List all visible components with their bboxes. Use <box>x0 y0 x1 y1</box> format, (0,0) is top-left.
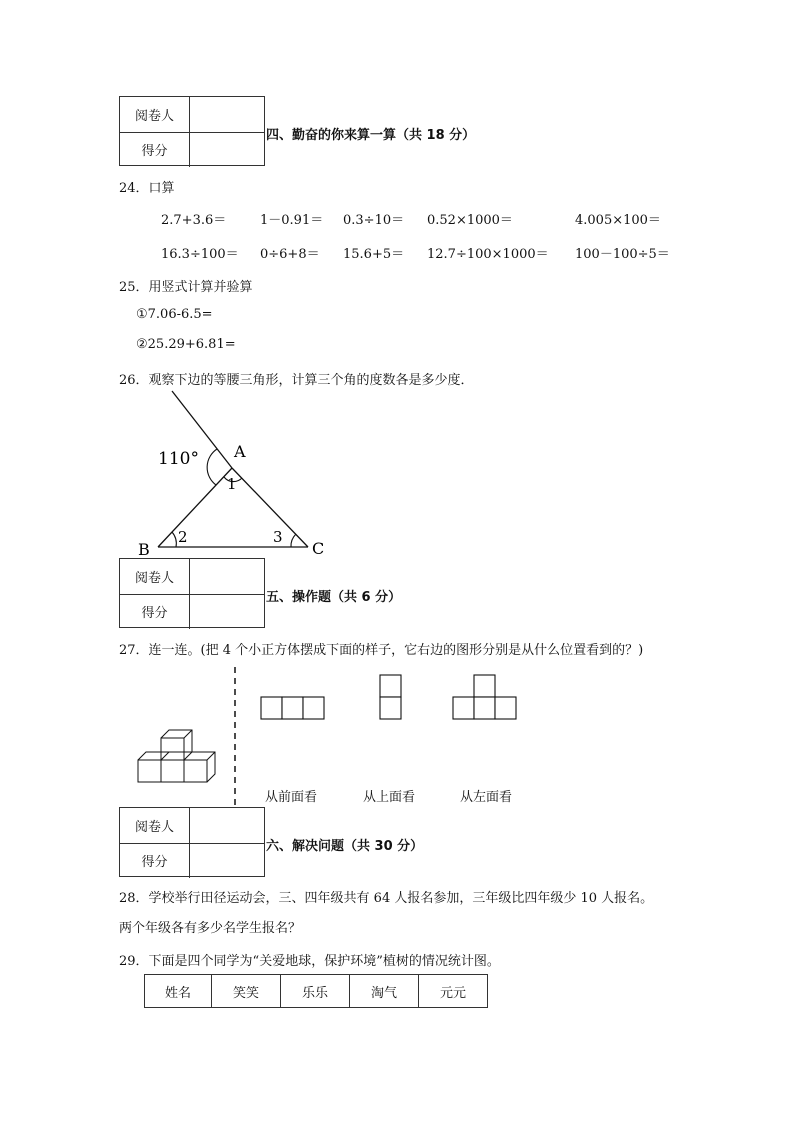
vertex-a-label: A <box>234 442 246 461</box>
side-ac <box>232 468 308 547</box>
grader-box-section4 <box>119 96 265 166</box>
grader-box-section6 <box>119 807 265 877</box>
oral-r2-2: 0÷6+8＝ <box>260 247 320 262</box>
vertex-c-label: C <box>312 539 325 558</box>
section5-title: 五、操作题（共 6 分） <box>266 590 402 605</box>
view-t-shape <box>453 675 516 719</box>
view-label-left: 从左面看 <box>460 790 513 805</box>
angle1-label: 1 <box>227 475 237 493</box>
oral-r2-3: 15.6+5＝ <box>343 247 405 262</box>
table-header-cell: 乐乐 <box>281 975 350 1008</box>
cube <box>161 760 184 782</box>
table-header-cell: 元元 <box>419 975 488 1008</box>
table-header-cell: 笑笑 <box>212 975 281 1008</box>
angle3-arc <box>291 534 296 547</box>
cube <box>138 760 161 782</box>
score-label: 得分 <box>120 132 190 167</box>
view-label-top: 从上面看 <box>363 790 416 805</box>
grader-box-section5 <box>119 558 265 628</box>
angle2-label: 2 <box>178 528 188 546</box>
cube <box>184 760 207 782</box>
oral-r1-4: 0.52×1000＝ <box>427 213 513 228</box>
reviewer-label: 阅卷人 <box>120 559 190 594</box>
score-label: 得分 <box>120 594 190 629</box>
q24-title: 24．口算 <box>119 181 175 196</box>
q26-title: 26．观察下边的等腰三角形，计算三个角的度数各是多少度． <box>119 373 474 388</box>
name-table <box>144 974 488 1008</box>
view-row-of-three <box>261 697 324 719</box>
oral-r1-1: 2.7+3.6＝ <box>161 213 227 228</box>
angle3-label: 3 <box>273 528 283 546</box>
q28-line1: 28．学校举行田径运动会，三、四年级共有 64 人报名参加，三年级比四年级少 10 人报名。 <box>119 891 654 906</box>
q27-title: 27．连一连。(把 4 个小正方体摆成下面的样子，它右边的图形分别是从什么位置看到的？) <box>119 643 644 658</box>
oral-r2-1: 16.3÷100＝ <box>161 247 239 262</box>
table-header-cell: 姓名 <box>145 975 212 1008</box>
q28-line2: 两个年级各有多少名学生报名？ <box>119 921 302 936</box>
oral-r2-4: 12.7÷100×1000＝ <box>427 247 549 262</box>
oral-r1-3: 0.3÷10＝ <box>343 213 405 228</box>
q25-item-1: ①7.06-6.5= <box>136 307 213 322</box>
exterior-angle-arc <box>207 449 217 485</box>
vertex-b-label: B <box>138 540 150 559</box>
view-label-front: 从前面看 <box>265 790 318 805</box>
view-column-of-two <box>380 675 401 719</box>
reviewer-label: 阅卷人 <box>120 808 190 843</box>
q25-title: 25．用竖式计算并验算 <box>119 280 253 295</box>
oral-r1-2: 1－0.91＝ <box>260 213 324 228</box>
section6-title: 六、解决问题（共 30 分） <box>266 839 424 854</box>
score-label: 得分 <box>120 843 190 878</box>
oral-r1-5: 4.005×100＝ <box>575 213 661 228</box>
angle2-arc <box>172 532 176 547</box>
triangle-figure <box>130 388 340 560</box>
q25-item-2: ②25.29+6.81= <box>136 337 236 352</box>
side-ab <box>158 468 232 547</box>
exterior-angle-label: 110° <box>158 449 199 469</box>
section4-title: 四、勤奋的你来算一算（共 18 分） <box>266 128 476 143</box>
cube-stack <box>138 730 215 782</box>
oral-r2-5: 100－100÷5＝ <box>575 247 670 262</box>
q29-title: 29．下面是四个同学为“关爱地球，保护环境”植树的情况统计图。 <box>119 954 500 969</box>
reviewer-label: 阅卷人 <box>120 97 190 132</box>
table-row <box>145 975 488 1008</box>
table-header-cell: 淘气 <box>350 975 419 1008</box>
